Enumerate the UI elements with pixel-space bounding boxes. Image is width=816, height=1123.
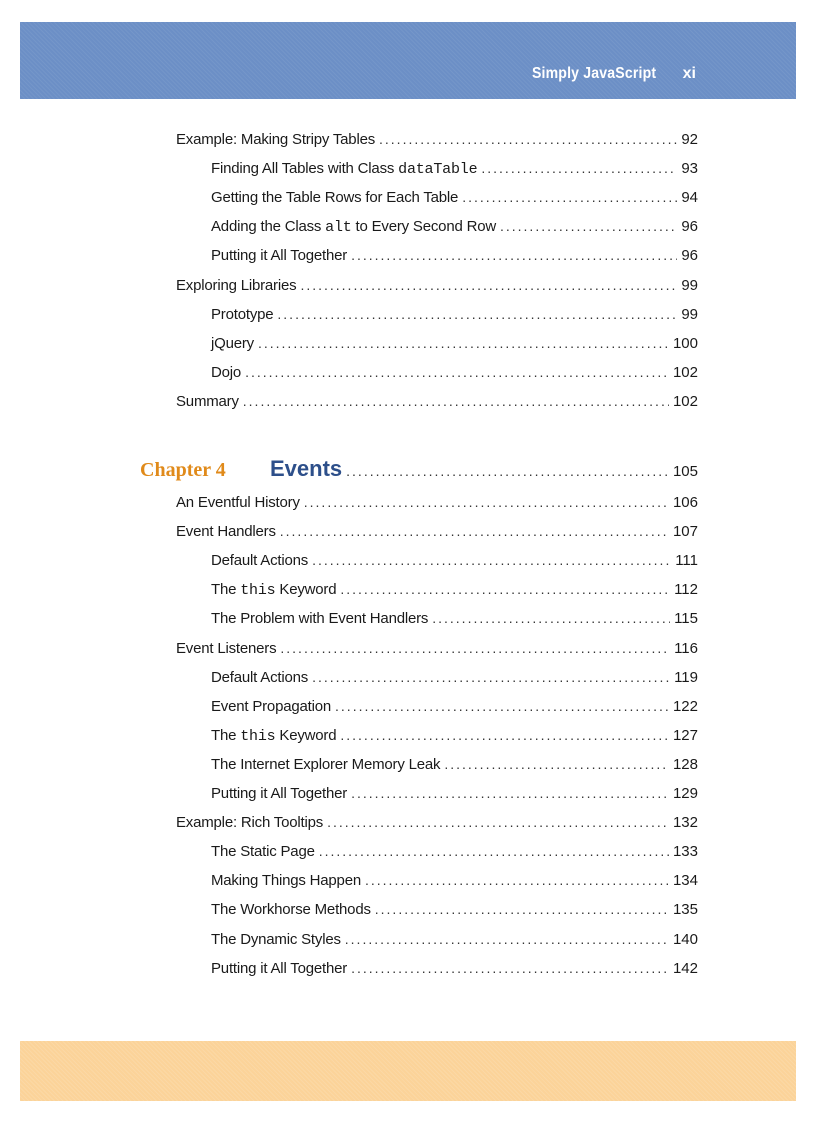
chapter-page-number: 105 bbox=[672, 463, 698, 480]
toc-entry[interactable] bbox=[211, 698, 698, 720]
toc-entry-page-number: 115 bbox=[674, 610, 698, 628]
toc-entry-page-number: 96 bbox=[681, 247, 698, 265]
dot-leader bbox=[335, 698, 669, 714]
dot-leader bbox=[432, 610, 670, 626]
toc-entry-title: Event Propagation bbox=[211, 697, 332, 715]
toc-entry-page-number: 99 bbox=[681, 305, 698, 323]
toc-entry-title: jQuery bbox=[211, 334, 254, 352]
toc-entry-title: Putting it All Together bbox=[211, 785, 348, 802]
toc-entry-title: An Eventful History bbox=[176, 494, 300, 511]
toc-entry[interactable] bbox=[211, 364, 698, 386]
dot-leader bbox=[304, 494, 669, 510]
toc-entry-title: The Internet Explorer Memory Leak bbox=[211, 755, 441, 773]
dot-leader bbox=[340, 581, 670, 597]
toc-entry-title: Example: Rich Tooltips bbox=[176, 814, 324, 832]
toc-entry[interactable] bbox=[211, 872, 698, 894]
toc-entry[interactable] bbox=[211, 160, 698, 182]
header-band bbox=[20, 22, 796, 99]
toc-entry-page-number: 93 bbox=[681, 160, 698, 178]
toc-entry[interactable] bbox=[176, 393, 698, 415]
toc-entry[interactable] bbox=[211, 552, 698, 574]
toc-entry-title: Example: Making Stripy Tables bbox=[176, 131, 376, 148]
dot-leader bbox=[327, 814, 669, 830]
toc-entry-title: Making Things Happen bbox=[211, 872, 361, 890]
toc-entry[interactable] bbox=[211, 189, 698, 211]
dot-leader bbox=[340, 727, 669, 743]
toc-entry-page-number: 127 bbox=[672, 726, 698, 744]
toc-entry[interactable] bbox=[211, 247, 698, 269]
toc-entry-code: dataTable bbox=[398, 161, 478, 179]
toc-entry-title-text: Adding the Class bbox=[211, 218, 326, 236]
dot-leader bbox=[444, 756, 669, 772]
toc-entry-page-number: 102 bbox=[672, 363, 698, 381]
toc-entry-page-number: 142 bbox=[672, 959, 698, 977]
dot-leader bbox=[312, 669, 670, 685]
toc-entry-page-number: 129 bbox=[672, 785, 698, 802]
chapter-label: Chapter 4 bbox=[140, 459, 226, 481]
toc-entry-page-number: 92 bbox=[681, 131, 698, 148]
toc-entry-title: The Static Page bbox=[211, 843, 315, 861]
toc-entry[interactable] bbox=[211, 785, 698, 807]
toc-entry-code: this bbox=[240, 727, 276, 745]
toc-entry[interactable] bbox=[211, 306, 698, 328]
toc-entry-title bbox=[211, 581, 336, 599]
toc-entry-code: alt bbox=[325, 219, 352, 237]
toc-entry-title-text: The bbox=[211, 726, 241, 744]
dot-leader bbox=[243, 393, 669, 409]
dot-leader bbox=[258, 335, 669, 351]
toc-entry[interactable] bbox=[211, 843, 698, 865]
dot-leader bbox=[300, 277, 677, 293]
toc-entry-title-text: The bbox=[211, 581, 241, 599]
toc-entry[interactable] bbox=[176, 131, 698, 153]
toc-entry-title: Prototype bbox=[211, 305, 274, 323]
toc-entry-page-number: 106 bbox=[672, 494, 698, 511]
toc-entry-code: this bbox=[240, 582, 276, 600]
toc-entry-title: Dojo bbox=[211, 363, 242, 381]
toc-entry[interactable] bbox=[211, 335, 698, 357]
toc-entry-page-number: 128 bbox=[672, 755, 698, 773]
toc-entry-title: The Dynamic Styles bbox=[211, 930, 341, 948]
toc-entry[interactable] bbox=[176, 640, 698, 662]
dot-leader bbox=[365, 872, 669, 888]
toc-entry-page-number: 102 bbox=[672, 392, 698, 410]
page-number: xi bbox=[682, 65, 696, 82]
toc-entry[interactable] bbox=[211, 669, 698, 691]
toc-entry-title bbox=[211, 727, 336, 745]
toc-entry-title-text: Keyword bbox=[275, 726, 337, 744]
toc-entry-title bbox=[211, 218, 496, 236]
toc-entry-title: Summary bbox=[176, 392, 239, 410]
toc-entry[interactable] bbox=[211, 727, 698, 749]
toc-entry-title: Putting it All Together bbox=[211, 959, 348, 977]
dot-leader bbox=[481, 160, 677, 176]
toc-entry-page-number: 132 bbox=[672, 814, 698, 832]
dot-leader bbox=[351, 960, 669, 976]
dot-leader bbox=[245, 364, 669, 380]
toc-entry-page-number: 112 bbox=[674, 581, 698, 599]
running-header-title: Simply JavaScript bbox=[531, 65, 656, 82]
toc-entry[interactable] bbox=[176, 814, 698, 836]
toc-entry-title: Getting the Table Rows for Each Table bbox=[211, 189, 459, 207]
toc-entry-page-number: 111 bbox=[675, 552, 698, 570]
footer-band bbox=[20, 1041, 796, 1101]
toc-entry[interactable] bbox=[211, 931, 698, 953]
toc-entry-title-text: Finding All Tables with Class bbox=[211, 160, 399, 178]
toc-entry[interactable] bbox=[211, 901, 698, 923]
dot-leader bbox=[280, 523, 669, 539]
toc-entry-title: Exploring Libraries bbox=[176, 276, 297, 294]
toc-entry-page-number: 135 bbox=[672, 901, 698, 919]
toc-entry-title: The Workhorse Methods bbox=[211, 901, 371, 919]
chapter-heading[interactable] bbox=[140, 456, 698, 484]
toc-entry-title: Putting it All Together bbox=[211, 247, 348, 265]
dot-leader bbox=[351, 247, 677, 263]
dot-leader bbox=[277, 306, 677, 322]
dot-leader bbox=[462, 189, 677, 205]
toc-entry[interactable] bbox=[211, 960, 698, 982]
toc-entry[interactable] bbox=[211, 610, 698, 632]
toc-entry-title: The Problem with Event Handlers bbox=[211, 610, 429, 628]
toc-entry[interactable] bbox=[176, 277, 698, 299]
toc-entry-page-number: 133 bbox=[672, 843, 698, 861]
toc-entry-page-number: 107 bbox=[672, 523, 698, 541]
toc-entry[interactable] bbox=[211, 756, 698, 778]
dot-leader bbox=[280, 640, 670, 656]
dot-leader bbox=[312, 552, 671, 568]
dot-leader bbox=[346, 463, 669, 479]
dot-leader bbox=[351, 785, 669, 801]
toc-entry-page-number: 119 bbox=[674, 668, 698, 686]
toc-entry-title: Default Actions bbox=[211, 552, 309, 570]
toc-entry-page-number: 94 bbox=[681, 189, 698, 207]
toc-entry-title-text: Keyword bbox=[275, 581, 337, 599]
toc-entry-title: Default Actions bbox=[211, 668, 309, 686]
toc-entry-page-number: 96 bbox=[681, 218, 698, 236]
toc-entry[interactable] bbox=[211, 218, 698, 240]
toc-entry-page-number: 134 bbox=[672, 872, 698, 890]
toc-entry-page-number: 99 bbox=[681, 276, 698, 294]
toc-entry-page-number: 140 bbox=[672, 930, 698, 948]
toc-entry[interactable] bbox=[176, 523, 698, 545]
toc-entry-page-number: 122 bbox=[672, 697, 698, 715]
toc-entry-title-text: to Every Second Row bbox=[351, 218, 496, 236]
toc-entry-title: Event Listeners bbox=[176, 639, 277, 657]
dot-leader bbox=[379, 131, 677, 147]
dot-leader bbox=[345, 931, 669, 947]
dot-leader bbox=[375, 901, 669, 917]
toc-entry-title: Event Handlers bbox=[176, 523, 276, 541]
toc-entry-page-number: 116 bbox=[674, 639, 698, 657]
toc-entry[interactable] bbox=[176, 494, 698, 516]
toc-entry-page-number: 100 bbox=[672, 334, 698, 352]
dot-leader bbox=[500, 218, 677, 234]
chapter-title: Events bbox=[270, 456, 343, 481]
toc-entry[interactable] bbox=[211, 581, 698, 603]
dot-leader bbox=[319, 843, 669, 859]
toc-entry-title bbox=[211, 160, 477, 178]
